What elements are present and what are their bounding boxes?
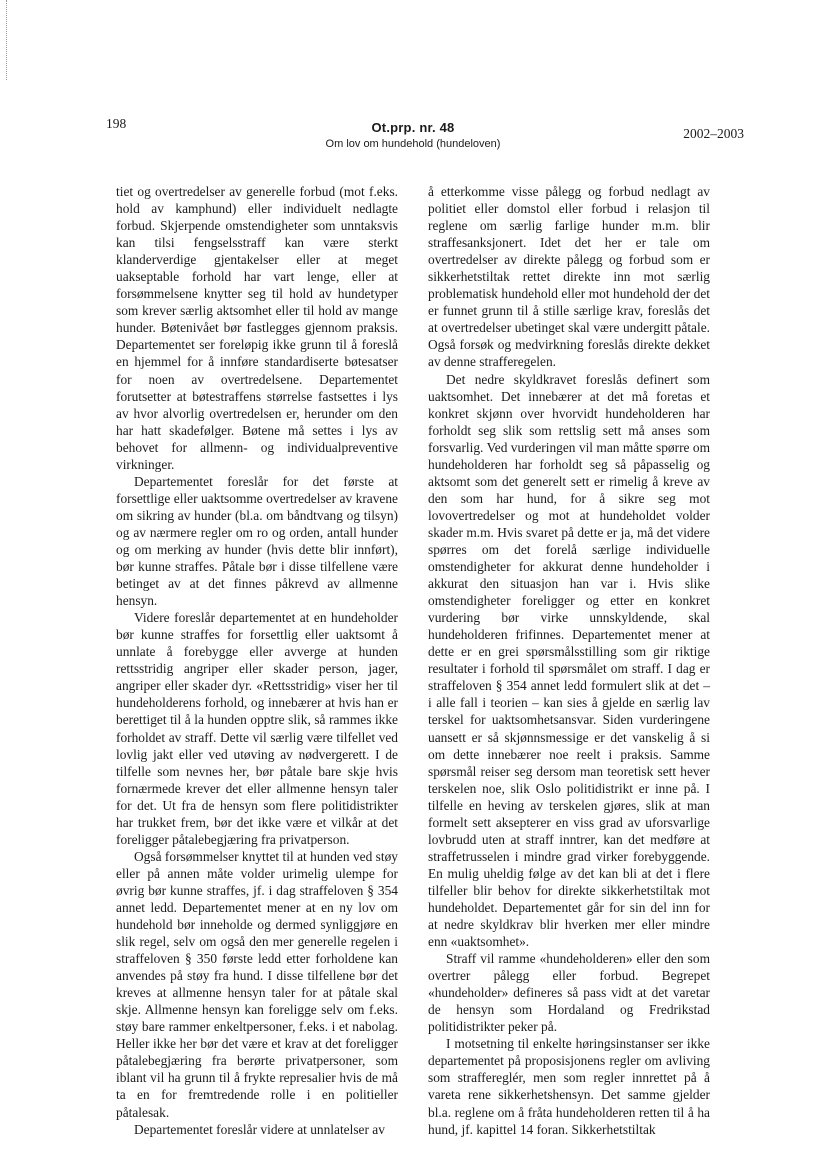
document-title: Ot.prp. nr. 48 (371, 120, 455, 135)
paragraph: Videre foreslår departementet at en hundeholder bør kunne straffes for forsettlig eller uaktsomt å unnlate å forebygge eller avverge at hunden rettsstridig angriper eller skader person, jager, angriper eller skader dyr. «Rettsstridig» viser her til hundeholderens forhold, og innebærer at hvis han er berettiget til å la hunden opptre slik, så rammes ikke forholdet av straff. Dette vil særlig være tilfellet ved lovlig jakt eller ved utøving av nødvergerett. I de tilfelle som nevnes her, bør påtale bare skje hvis fornærmede krever det eller allmenne hensyn taler for det. Ut fra de hensyn som flere politidistrikter har trukket frem, bør det ikke være et vilkår at det foreligger påtalebegjæring fra privatperson. (116, 610, 398, 847)
right-column (428, 183, 710, 1138)
document-subtitle: Om lov om hundehold (hundeloven) (325, 138, 501, 150)
paragraph: Departementet foreslår videre at unnlatelser av (134, 1121, 385, 1137)
paragraph: Det nedre skyldkravet foreslås definert som uaktsomhet. Det innebærer at det må foretas et konkret skjønn over hvorvidt hundeholderen har forholdt seg slik som rettslig sett må anses som forsvarlig. Ved vurderingen vil man måtte spørre om hundeholderen har forholdt seg så påpasselig og aktsomt som det generelt sett er rimelig å kreve av den som har hund, for å sikre seg mot lovovertredelser og mot at hundeholdet volder skader m.m. Hvis svaret på dette er ja, må det videre spørres om det forelå særlige individuelle omstendigheter for akkurat denne hundeholder i akkurat den situasjon han var i. Hvis slike omstendigheter foreligger og etter en konkret vurdering bør virke unnskyldende, skal hundeholderen frifinnes. Departementet mener at dette er en grei spørsmålsstilling som gir riktige resultater i forhold til spørsmålet om straff. I dag er straffeloven § 354 annet ledd formulert slik at det – i alle fall i teorien – kan sies å gjelde en særlig lav terskel for uaktsomhetsansvar. Siden vurderingene uansett er så skjønnsmessige er det vanskelig å si om dette innebærer noe reelt i praksis. Samme spørsmål reiser seg dersom man teoretisk sett hever terskelen noe, slik Oslo politidistrikt er inne på. I tilfelle en heving av terskelen gjøres, slik at man formelt sett aksepterer en viss grad av uforsvarlige lovbrudd uten at straff inntrer, kan det medføre at straffetrusselen i mindre grad virker forebyggende. En mulig uheldig følge av det kan bli at det i flere tilfeller blir behov for direkte sikkerhetstiltak mot hundeholdet. Departementet går for sin del inn for at nedre skyldkrav blir hverken mer eller mindre enn «uaktsomhet». (428, 371, 710, 950)
paragraph: Også forsømmelser knyttet til at hunden ved støy eller på annen måte volder urimelig ulempe for øvrig bør kunne straffes, jf. i dag straffeloven § 354 annet ledd. Departementet mener at en ny lov om hundehold bør inneholde og dermed synliggjøre en slik regel, selv om også den mer generelle regelen i straffeloven § 350 første ledd etter forholdene kan anvendes på støy fra hund. I disse tilfellene bør det kreves at allmenne hensyn taler for at påtale skal skje. Allmenne hensyn kan foreligge selv om f.eks. støy bare rammer enkeltpersoner, f.eks. i et nabolag. Heller ikke her bør det være et krav at det foreligger påtalebegjæring fra berørte privatpersoner, som iblant vil ha grunn til å frykte represalier hvis de må ta en for fremtredende rolle i en politieller påtalesak. (116, 848, 398, 1120)
paragraph: tiet og overtredelser av generelle forbud (mot f.eks. hold av kamphund) eller individuelt nedlagte forbud. Skjerpende omstendigheter som unntaksvis kan tilsi fengselsstraff kan være sterkt klanderverdige gjentakelser eller at meget uakseptable forhold har vart lenge, eller at forsømmelsene knytter seg til hold av hundetyper som krever særlig aktsomhet eller til hold av mange hunder. Bøtenivået bør fastlegges gjennom praksis. Departementet ser foreløpig ikke grunn til å foreslå en hjemmel for å innføre standardiserte bøtesatser for noen av overtredelsene. Departementet forutsetter at bøtestraffens størrelse fastsettes i lys av hvor alvorlig overtredelsen er, herunder om den har hatt skadefølger. Bøtene må settes i lys av behovet for allmenn- og individualpreventive virkninger. (116, 184, 398, 472)
page-number: 198 (106, 116, 127, 131)
running-header (300, 120, 526, 150)
paragraph: Departementet foreslår for det første at forsettlige eller uaktsomme overtredelser av kravene om sikring av hunder (bl.a. om båndtvang og tilsyn) og av nærmere regler om ro og orden, antall hunder og om merking av hunder (hvis dette blir innført), bør kunne straffes. Påtale bør i disse tilfellene være betinget av at det finnes påkrevd av allmenne hensyn. (116, 473, 398, 609)
session-year: 2002–2003 (683, 126, 744, 141)
left-column (116, 183, 398, 1138)
paragraph: I motsetning til enkelte høringsinstanser ser ikke departementet på proposisjonens regler om avliving som straffereglér, men som regler innrettet på å vareta rene sikkerhetshensyn. Det samme gjelder bl.a. reglene om å fråta hundeholderen retten til å ha hund, jf. kapittel 14 foran. Sikkerhetstiltak (428, 1036, 710, 1137)
paragraph: å etterkomme visse pålegg og forbud nedlagt av politiet eller domstol eller forbud i relasjon til reglene om særlig farlige hunder m.m. blir straffesanksjonert. Idet det her er tale om overtredelser av direkte pålegg og forbud som er sikkerhetstiltak rettet direkte inn mot særlig problematisk hundehold eller mot hundehold der det er funnet grunn til å stille særlige krav, foreslås det at overtredelser ubetinget skal være undergitt påtale. Også forsøk og medvirkning foreslås direkte dekket av denne strafferegelen. (428, 184, 710, 370)
scan-margin-dots (6, 0, 9, 80)
paragraph: Straff vil ramme «hundeholderen» eller den som overtrer pålegg eller forbud. Begrepet «hundeholder» defineres så pass vidt at det varetar de hensyn som Hordaland og Fredrikstad politidistrikter peker på. (428, 951, 710, 1035)
